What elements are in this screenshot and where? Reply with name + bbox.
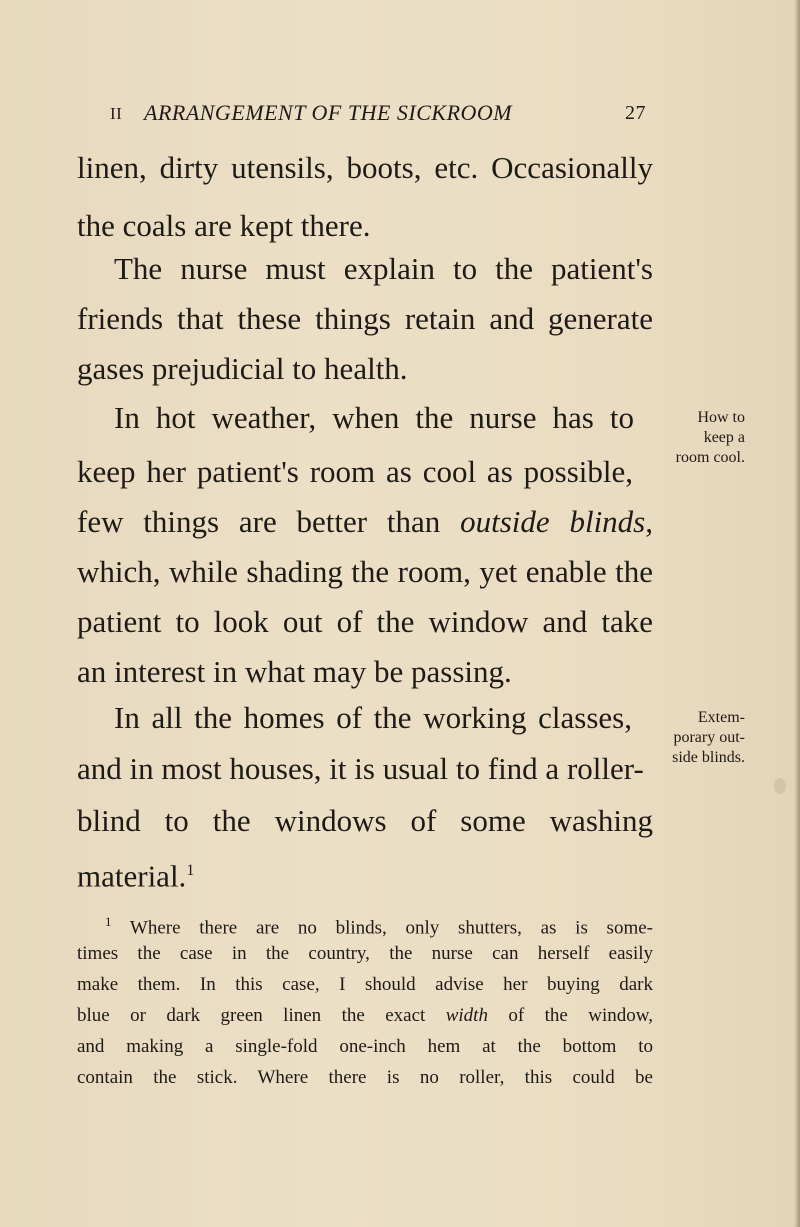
emphasis-text: width	[445, 1005, 488, 1026]
footnote-line: make them. In this case, I should advise her buying dark	[77, 974, 653, 995]
footnote-marker: 1	[105, 914, 112, 929]
body-text: few things are better than	[77, 504, 441, 539]
body-line	[77, 504, 653, 540]
margin-note-outside-blinds	[640, 708, 745, 768]
body-line: The nurse must explain to the patient's	[114, 251, 653, 286]
body-line: friends that these things retain and generate	[77, 301, 653, 336]
body-line: gases prejudicial to health.	[77, 351, 408, 386]
chapter-title: ARRANGEMENT OF THE SICKROOM	[144, 100, 513, 125]
margin-note-line: How to	[697, 409, 745, 426]
margin-note-line: Extem-	[697, 709, 745, 726]
footnote-line	[105, 910, 653, 940]
page-number: 27	[625, 102, 646, 124]
body-line: which, while shading the room, yet enable the	[77, 554, 653, 589]
footnote-line: and making a single-fold one-inch hem at the bottom to	[77, 1036, 653, 1057]
page-edge-shadow	[794, 0, 800, 1227]
footnote-reference: 1	[186, 862, 195, 879]
margin-note-line: room cool.	[675, 449, 745, 466]
footnote-line: times the case in the country, the nurse can herself easily	[77, 943, 653, 964]
footnote-text: blue or dark green linen the exact	[77, 1005, 426, 1026]
body-line	[77, 853, 194, 894]
body-line: linen, dirty utensils, boots, etc. Occasionally	[77, 150, 653, 185]
footnote-text: Where there are no blinds, only shutters, as is some-	[129, 917, 653, 939]
body-text: material.	[77, 858, 187, 894]
margin-note-room-cool	[640, 408, 745, 468]
footnote-line: contain the stick. Where there is no roller, this could be	[77, 1067, 653, 1088]
body-line: In all the homes of the working classes,	[114, 700, 632, 735]
body-line: the coals are kept there.	[77, 208, 371, 243]
margin-note-line: keep a	[703, 429, 745, 446]
body-line: patient to look out of the window and take	[77, 604, 653, 639]
footnote-line	[77, 1004, 653, 1028]
margin-note-line: side blinds.	[672, 749, 745, 766]
body-line: blind to the windows of some washing	[77, 803, 653, 838]
chapter-number: II	[110, 104, 123, 123]
body-line: keep her patient's room as cool as possible,	[77, 454, 633, 489]
footnote-text: of the window,	[508, 1005, 653, 1026]
body-line: In hot weather, when the nurse has to	[114, 400, 634, 435]
margin-note-line: porary out-	[673, 729, 745, 746]
running-head	[0, 100, 800, 136]
paper-stain	[774, 778, 786, 794]
emphasis-text: outside blinds,	[460, 504, 653, 539]
body-line: an interest in what may be passing.	[77, 654, 512, 689]
body-line: and in most houses, it is usual to find a roller-	[77, 751, 644, 786]
